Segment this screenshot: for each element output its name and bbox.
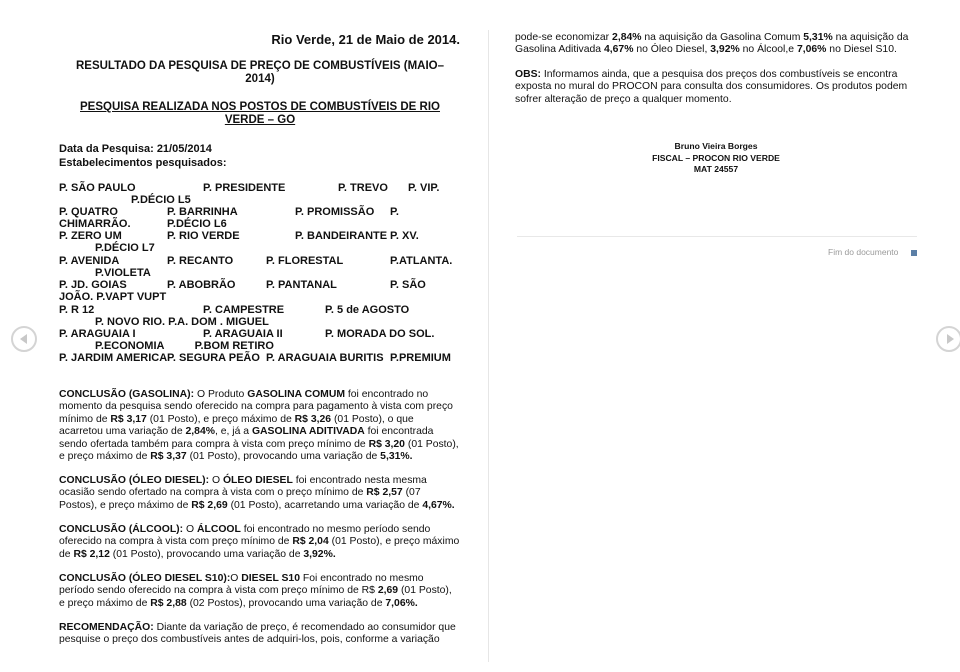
conclusion-oleo-diesel [59,475,461,512]
text: de [59,548,71,560]
station-item: P. AVENIDA [59,255,120,267]
text: (01 Posto), e preço máximo de [149,413,292,425]
text: O [211,475,221,486]
subtitle-line: VERDE – GO [224,114,296,126]
station-item: P. QUATRO [59,206,118,218]
station-item: P. SEGURA PEÃO [167,352,260,364]
station-item: P.VIOLETA [95,267,151,279]
price-value: R$ 2,69 [191,499,228,511]
conclusion-gasolina [59,389,461,463]
station-item: P.DÉCIO L6 [167,218,227,230]
previous-page-button[interactable] [11,326,37,352]
station-item: P. ARAGUAIA II [203,328,283,340]
station-item: P.DÉCIO L7 [95,242,155,254]
product-name: DIESEL S10 [241,573,300,584]
conclusion-label: CONCLUSÃO (ÓLEO DIESEL S10): [59,573,231,584]
price-value: R$ 2,04 [292,536,329,548]
next-page-button[interactable] [936,326,960,352]
text: mínimo de [59,413,108,425]
text: (01 Posto), acarretando uma variação de [230,499,420,511]
station-item: P. TREVO [338,182,388,194]
title-line: RESULTADO DA PESQUISA DE PREÇO DE COMBUSTÍVEIS (MAIO– [75,60,445,72]
text: Foi encontrado no mesmo [302,573,424,584]
station-item: P. XV. [390,230,419,242]
text: ocasião sendo ofertado na compra à vista com o preço mínimo de [59,487,364,499]
station-item: P. MORADA DO SOL. [325,328,435,340]
text: (01 Posto), provocando uma variação de [112,548,301,560]
price-value: R$ 2,88 [150,597,187,609]
station-item: P.ATLANTA. [390,255,453,267]
variation-value: 5,31%. [380,451,413,463]
end-separator [517,236,917,237]
title-line: 2014) [245,73,275,85]
establishments-label: Estabelecimentos pesquisados: [59,157,227,169]
station-item: P. PANTANAL [266,279,337,291]
variation-value: 3,92% [710,44,740,56]
text: (07 [405,487,421,499]
station-item: P. SÃO PAULO [59,182,136,194]
text: (02 Postos), provocando uma variação de [189,597,383,609]
station-item: P. R 12 [59,304,95,316]
text: Informamos ainda, que a pesquisa dos preços dos combustíveis se encontra [543,69,898,80]
station-item: P. RIO VERDE [167,230,240,242]
station-item: P. BARRINHA [167,206,238,218]
product-name: GASOLINA COMUM [247,389,345,400]
text: e preço máximo de [59,597,148,609]
station-item: P. FLORESTAL [266,255,344,267]
text: oferecido na compra à vista com preço mínimo de [59,536,290,548]
page-subtitle [60,101,460,127]
text: (01 Posto), e preço máximo [331,536,460,548]
station-item: P. ABOBRÃO [167,279,236,291]
subtitle-line: PESQUISA REALIZADA NOS POSTOS DE COMBUSTÍVEIS DE RIO [80,101,440,113]
station-item: P. NOVO RIO. P.A. DOM . MIGUEL [95,316,269,328]
variation-value: 7,06% [796,44,827,56]
station-item: P. PRESIDENTE [203,182,286,194]
text: exposta no mural do PROCON para consulta dos consumidores. Os produtos podem [515,81,908,93]
text: no Álcool,e [742,44,795,56]
arrow-right-icon [947,334,954,344]
text: foi encontrada [367,426,434,438]
price-value: R$ 3,37 [150,451,187,463]
station-item: P. PROMISSÃO [295,206,375,218]
signature-role: FISCAL – PROCON RIO VERDE [652,152,780,163]
end-of-document-label: Fim do documento [828,247,899,257]
product-name: ÁLCOOL [196,524,241,535]
page-divider [488,30,489,662]
arrow-left-icon [20,334,27,344]
price-value: R$ 2,12 [73,548,110,560]
text: foi encontrado no mesmo período sendo [243,524,431,535]
conclusion-label: CONCLUSÃO (ÓLEO DIESEL): [59,475,210,486]
text: (01 Posto), provocando uma variação de [189,451,378,463]
price-value: R$ 2,57 [366,487,403,499]
price-value: R$ 3,17 [110,413,147,425]
station-item: P. JARDIM AMERICA [59,352,168,364]
signature-block [510,141,922,176]
text: na aquisição da [835,32,909,43]
station-item: P. [390,206,399,218]
text: pesquise o preço dos combustíveis antes de adquiri-los, pois, conforme a variação [59,634,440,646]
variation-value: 3,92%. [303,548,336,560]
station-item: P. ZERO UM [59,230,122,242]
variation-value: 4,67% [603,44,634,56]
station-item: P.ECONOMIA P.BOM RETIRO [95,340,274,352]
text: O [186,524,195,535]
end-marker-icon [911,250,917,256]
text: no Óleo Diesel, [636,44,708,56]
variation-value: 7,06%. [385,597,418,609]
station-item: CHIMARRÃO. [59,218,131,230]
obs-paragraph [515,69,917,106]
conclusion-diesel-s10 [59,573,461,610]
conclusion-label: CONCLUSÃO (ÁLCOOL): [59,524,184,535]
variation-value: 2,84% [185,426,215,438]
text: no Diesel S10. [829,44,897,56]
text: foi encontrado nesta mesma [295,475,427,486]
station-item: P.DÉCIO L5 [131,194,191,206]
text: pode-se economizar [515,32,610,43]
text: Postos), e preço máximo de [59,499,189,511]
text: foi encontrado no [347,389,429,400]
variation-value: 4,67%. [422,499,455,511]
signature-name: Bruno Vieira Borges [674,141,758,151]
conclusion-label: CONCLUSÃO (GASOLINA): [59,389,195,400]
variation-value: 2,84% [612,32,642,43]
text: acarretou uma variação de [59,426,183,438]
product-name: ÓLEO DIESEL [222,475,293,486]
research-date: Data da Pesquisa: 21/05/2014 [59,143,212,155]
savings-paragraph [515,32,917,57]
text: momento da pesquisa sendo oferecido na compra para pagamento à vista com preço [59,401,453,413]
station-item: JOÃO. P.VAPT VUPT [59,291,167,303]
text: , e, já a [214,426,250,438]
text: Diante da variação de preço, é recomendado ao consumidor que [156,622,456,633]
station-item: P. VIP. [408,182,440,194]
station-item: P. RECANTO [167,255,234,267]
text: e preço máximo de [59,451,148,463]
recommendation-label: RECOMENDAÇÃO: [59,622,154,633]
station-item: P. JD. GOIAS [59,279,127,291]
variation-value: 5,31% [803,32,833,43]
price-value: R$ 3,20 [368,438,405,450]
text: Gasolina Aditivada [515,44,602,56]
text: período sendo oferecido na compra à vista com preço mínimo de R$ [59,585,375,597]
station-item: P.PREMIUM [390,352,451,364]
text: O Produto [196,389,245,400]
price-value: R$ 3,26 [294,413,332,425]
product-name: GASOLINA ADITIVADA [251,426,365,438]
page-left [40,0,470,672]
text: (01 Posto), [407,438,459,450]
station-item: P. SÃO [390,279,426,291]
text: (01 Posto), [400,585,452,597]
obs-label: OBS: [515,69,541,80]
text: O [230,573,239,584]
text: na aquisição da Gasolina Comum [644,32,801,43]
station-item: P. 5 de AGOSTO [325,304,410,316]
signature-registration: MAT 24557 [693,164,739,174]
recommendation [59,622,461,647]
page-title [60,60,460,86]
price-value: 2,69 [377,585,399,597]
station-item: P. BANDEIRANTE [295,230,388,242]
text: sofrer alteração de preço a qualquer momento. [515,93,732,105]
station-item: P. ARAGUAIA BURITIS [266,352,384,364]
station-item: P. CAMPESTRE [203,304,285,316]
text: sendo ofertada também para compra à vista com preço mínimo de [59,438,366,450]
station-item: P. ARAGUAIA I [59,328,136,340]
date-line: Rio Verde, 21 de Maio de 2014. [271,32,460,47]
conclusion-alcool [59,524,461,561]
text: (01 Posto), o que [333,413,414,425]
